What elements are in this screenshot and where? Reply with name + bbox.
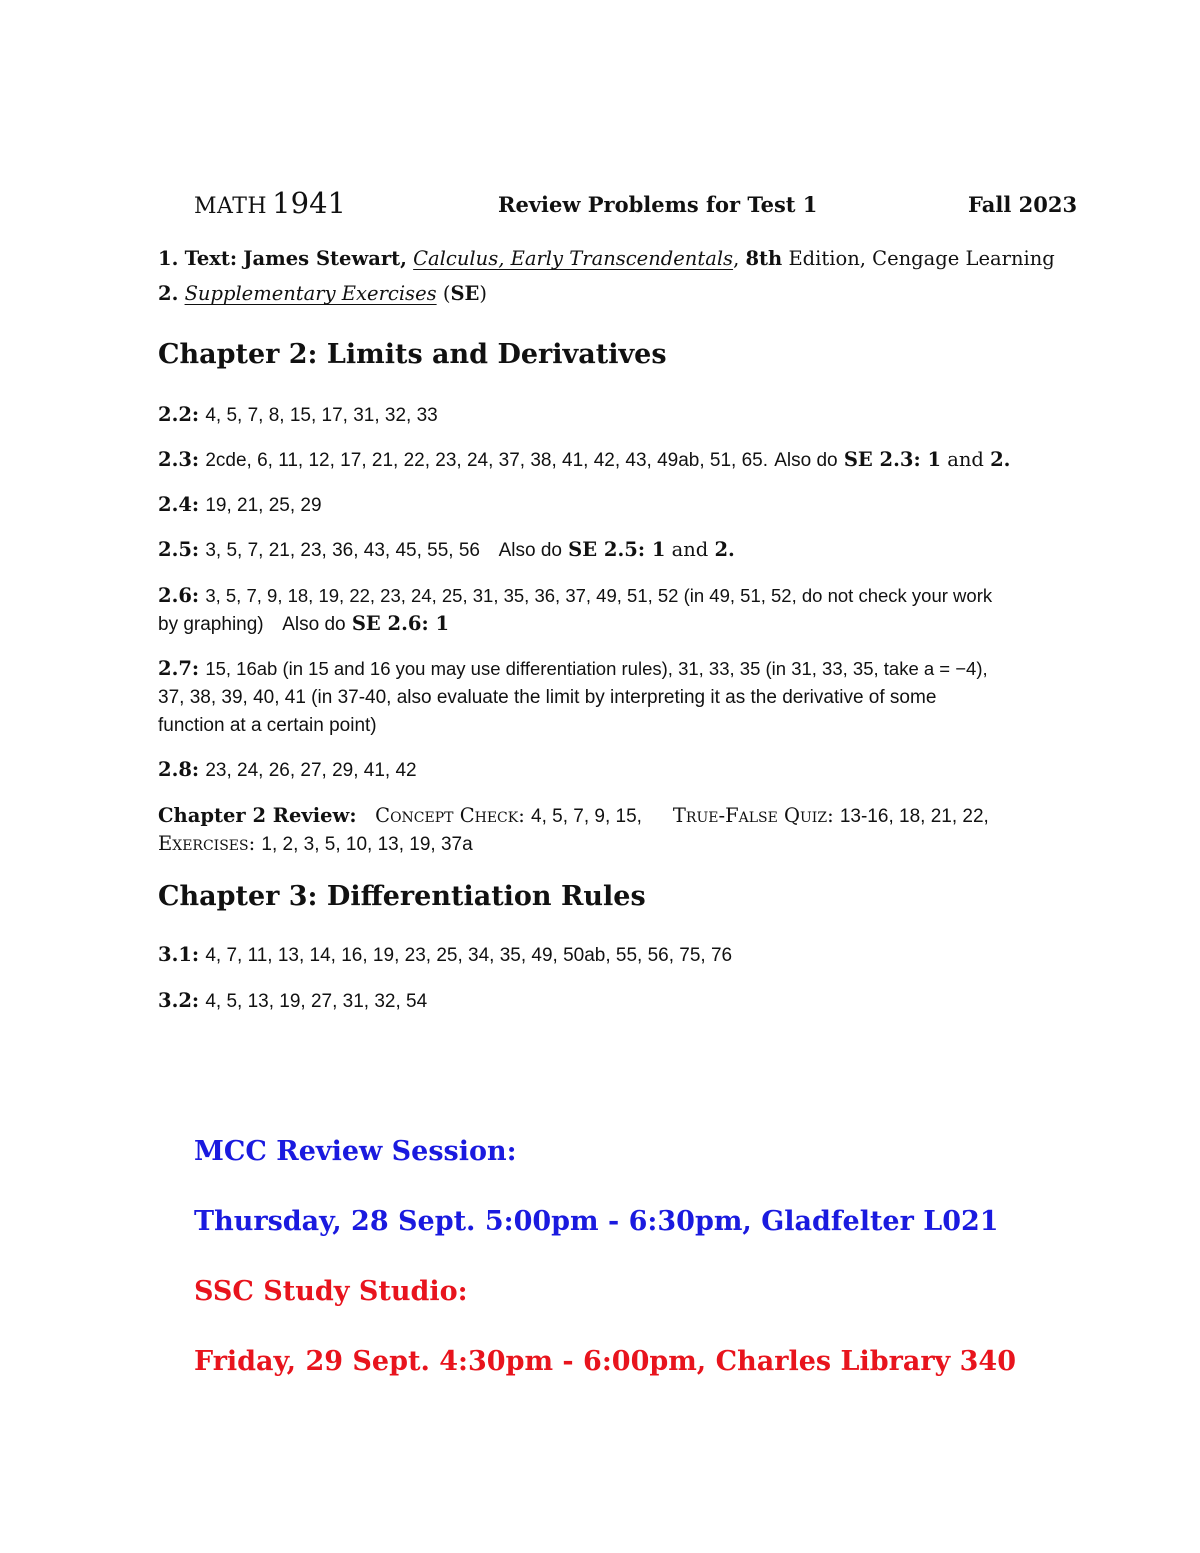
also-do-text: Also do bbox=[498, 540, 562, 561]
chapter-3-heading: Chapter 3: Differentiation Rules bbox=[158, 881, 646, 912]
section-label: 2.7: bbox=[158, 657, 200, 680]
section-label: 3.1: bbox=[158, 943, 200, 966]
problem-note: function at a certain point) bbox=[158, 715, 377, 736]
term: Fall 2023 bbox=[968, 192, 1078, 217]
also-do-text: Also do bbox=[774, 450, 838, 471]
problem-list: 4, 7, 11, 13, 14, 16, 19, 23, 25, 34, 35, 49, 50ab, 55, 56, 75, 76 bbox=[205, 945, 733, 966]
mcc-session-title: MCC Review Session: bbox=[194, 1136, 517, 1167]
ssc-session-title: SSC Study Studio: bbox=[194, 1276, 468, 1307]
section-label: 2.4: bbox=[158, 493, 200, 516]
reference-number: 1. bbox=[158, 247, 179, 270]
concept-check-label: Concept Check: bbox=[375, 804, 525, 827]
section-2-5 bbox=[158, 536, 735, 565]
supplementary-title: Supplementary Exercises bbox=[184, 282, 437, 305]
ssc-session-time: Friday, 29 Sept. 4:30pm - 6:00pm, Charles Library 340 bbox=[194, 1346, 1016, 1377]
document-title: Review Problems for Test 1 bbox=[498, 192, 818, 217]
supplementary-ref: SE 2.5: 1 bbox=[568, 538, 666, 561]
reference-author: James Stewart, bbox=[243, 247, 407, 270]
true-false-items: 13-16, 18, 21, 22, bbox=[839, 806, 989, 827]
section-label: 2.2: bbox=[158, 403, 200, 426]
review-label: Chapter 2 Review: bbox=[158, 804, 357, 827]
supplementary-ref: SE 2.3: 1 bbox=[843, 448, 942, 471]
problem-note: 37, 38, 39, 40, 41 (in 37-40, also evaluate the limit by interpreting it as the derivative of some bbox=[158, 687, 937, 708]
section-2-7-line-3 bbox=[158, 711, 377, 740]
section-label: 2.8: bbox=[158, 758, 200, 781]
section-2-7-line-2 bbox=[158, 683, 936, 712]
punctuation: ) bbox=[479, 282, 487, 305]
exercises-label: Exercises: bbox=[158, 832, 256, 855]
conjunction: and bbox=[947, 448, 984, 471]
section-2-4 bbox=[158, 491, 322, 520]
book-title: Calculus, Early Transcendentals bbox=[413, 247, 734, 270]
reference-number: 2. bbox=[158, 282, 179, 305]
course-number: 1941 bbox=[272, 186, 346, 220]
conjunction: and bbox=[671, 538, 709, 561]
problem-list: 4, 5, 7, 8, 15, 17, 31, 32, 33 bbox=[205, 405, 438, 426]
section-label: 2.6: bbox=[158, 584, 200, 607]
section-label: 3.2: bbox=[158, 989, 200, 1012]
reference-label: Text: bbox=[184, 247, 238, 270]
problem-list: 15, 16ab (in 15 and 16 you may use differentiation rules), 31, 33, 35 (in 31, 33, 35, take a = −4), bbox=[205, 658, 988, 679]
exercises-items: 1, 2, 3, 5, 10, 13, 19, 37a bbox=[261, 834, 473, 855]
problem-note: by graphing) bbox=[158, 614, 264, 635]
section-3-1 bbox=[158, 941, 732, 970]
chapter-2-heading: Chapter 2: Limits and Derivatives bbox=[158, 339, 667, 370]
mcc-session-time: Thursday, 28 Sept. 5:00pm - 6:30pm, Gladfelter L021 bbox=[194, 1206, 999, 1237]
punctuation: ( bbox=[442, 282, 451, 305]
course-code bbox=[194, 186, 346, 220]
section-label: 2.3: bbox=[158, 448, 200, 471]
problem-list: 2cde, 6, 11, 12, 17, 21, 22, 23, 24, 37, 38, 41, 42, 43, 49ab, 51, 65. bbox=[205, 450, 769, 471]
section-2-3 bbox=[158, 446, 1010, 475]
punctuation: , bbox=[733, 247, 740, 270]
section-3-2 bbox=[158, 987, 427, 1016]
section-label: 2.5: bbox=[158, 538, 200, 561]
edition-publisher: Edition, Cengage Learning bbox=[788, 247, 1055, 270]
chapter-2-review-exercises bbox=[158, 830, 473, 859]
true-false-label: True-False Quiz: bbox=[672, 804, 834, 827]
chapter-2-review bbox=[158, 802, 989, 831]
problem-list: 23, 24, 26, 27, 29, 41, 42 bbox=[205, 760, 417, 781]
supplementary-ref: SE 2.6: 1 bbox=[351, 612, 450, 635]
section-2-7 bbox=[158, 655, 988, 683]
reference-supplementary bbox=[158, 280, 487, 308]
supplementary-abbr: SE bbox=[450, 282, 480, 305]
section-2-8 bbox=[158, 756, 417, 785]
section-2-6-line-2 bbox=[158, 610, 449, 639]
problem-list: 3, 5, 7, 21, 23, 36, 43, 45, 55, 56 bbox=[205, 540, 480, 561]
course-prefix: MATH bbox=[194, 194, 268, 219]
reference-text bbox=[158, 245, 1055, 273]
problem-list: 19, 21, 25, 29 bbox=[205, 495, 322, 516]
also-do-text: Also do bbox=[282, 614, 346, 635]
section-2-6 bbox=[158, 582, 992, 610]
problem-list: 3, 5, 7, 9, 18, 19, 22, 23, 24, 25, 31, 35, 36, 37, 49, 51, 52 (in 49, 51, 52, do not check your work bbox=[205, 585, 993, 606]
supplementary-ref: 2. bbox=[990, 448, 1011, 471]
problem-list: 4, 5, 13, 19, 27, 31, 32, 54 bbox=[205, 991, 428, 1012]
section-2-2 bbox=[158, 401, 438, 430]
concept-check-items: 4, 5, 7, 9, 15, bbox=[531, 806, 642, 827]
edition-number: 8th bbox=[745, 247, 783, 270]
supplementary-ref: 2. bbox=[714, 538, 735, 561]
